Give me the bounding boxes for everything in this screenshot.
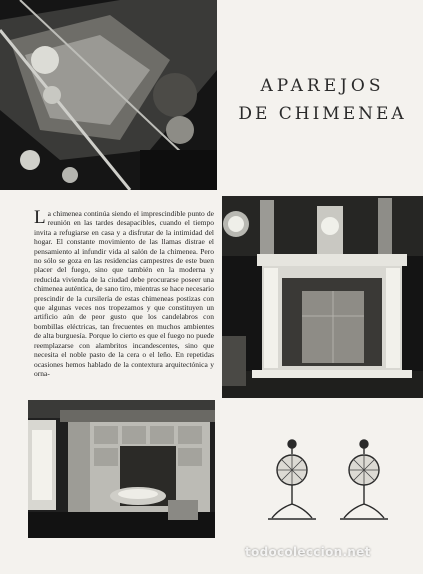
article-title-line2: DE CHIMENEA (238, 104, 407, 124)
photo-fire-screen (0, 0, 217, 190)
article-body (34, 209, 214, 378)
article-title-line1: APAREJOS (260, 76, 385, 96)
photo-tiled-fireplace (28, 400, 215, 538)
article-body-text: a chimenea continúa siendo el imprescindible punto de reunión en las tardes desapacibles, cuando el tiempo invita a refugiarse en casa y a disfrutar de la intimidad del hogar. El constante movimiento de las llamas distrae el pensamiento al infundir vida al salón de la chimenea. Pero no sólo se goza en las residencias campestres de este buen placer del fuego, sino que también en la moderna y reducida vivienda de la ciudad debe procurarse poseer una chimenea auténtica, de sano tiro, mientras se hace necesario prescindir de la cursilería de estas chimeneas postizas con que algunas veces nos tropezamos y que constituyen un artificio aún de peor gusto que los candelabros con bombillas eléctricas, tan frecuentes en muchos ambientes de alta burguesía. Porque lo cierto es que el fuego no puede reemplazarse con alambritos incandescentes, sino que necesita el noble pasto de la cera o el leño. En repetidas ocasiones hemos hablado de la contextura arquitectónica y orna- (34, 209, 214, 378)
andiron-right (340, 440, 388, 519)
andiron-left (268, 440, 316, 519)
photo-marble-fireplace (222, 196, 423, 398)
andirons-illustration (262, 436, 394, 526)
dropcap: L (34, 207, 46, 228)
watermark: todocoleccion.net (245, 545, 371, 559)
